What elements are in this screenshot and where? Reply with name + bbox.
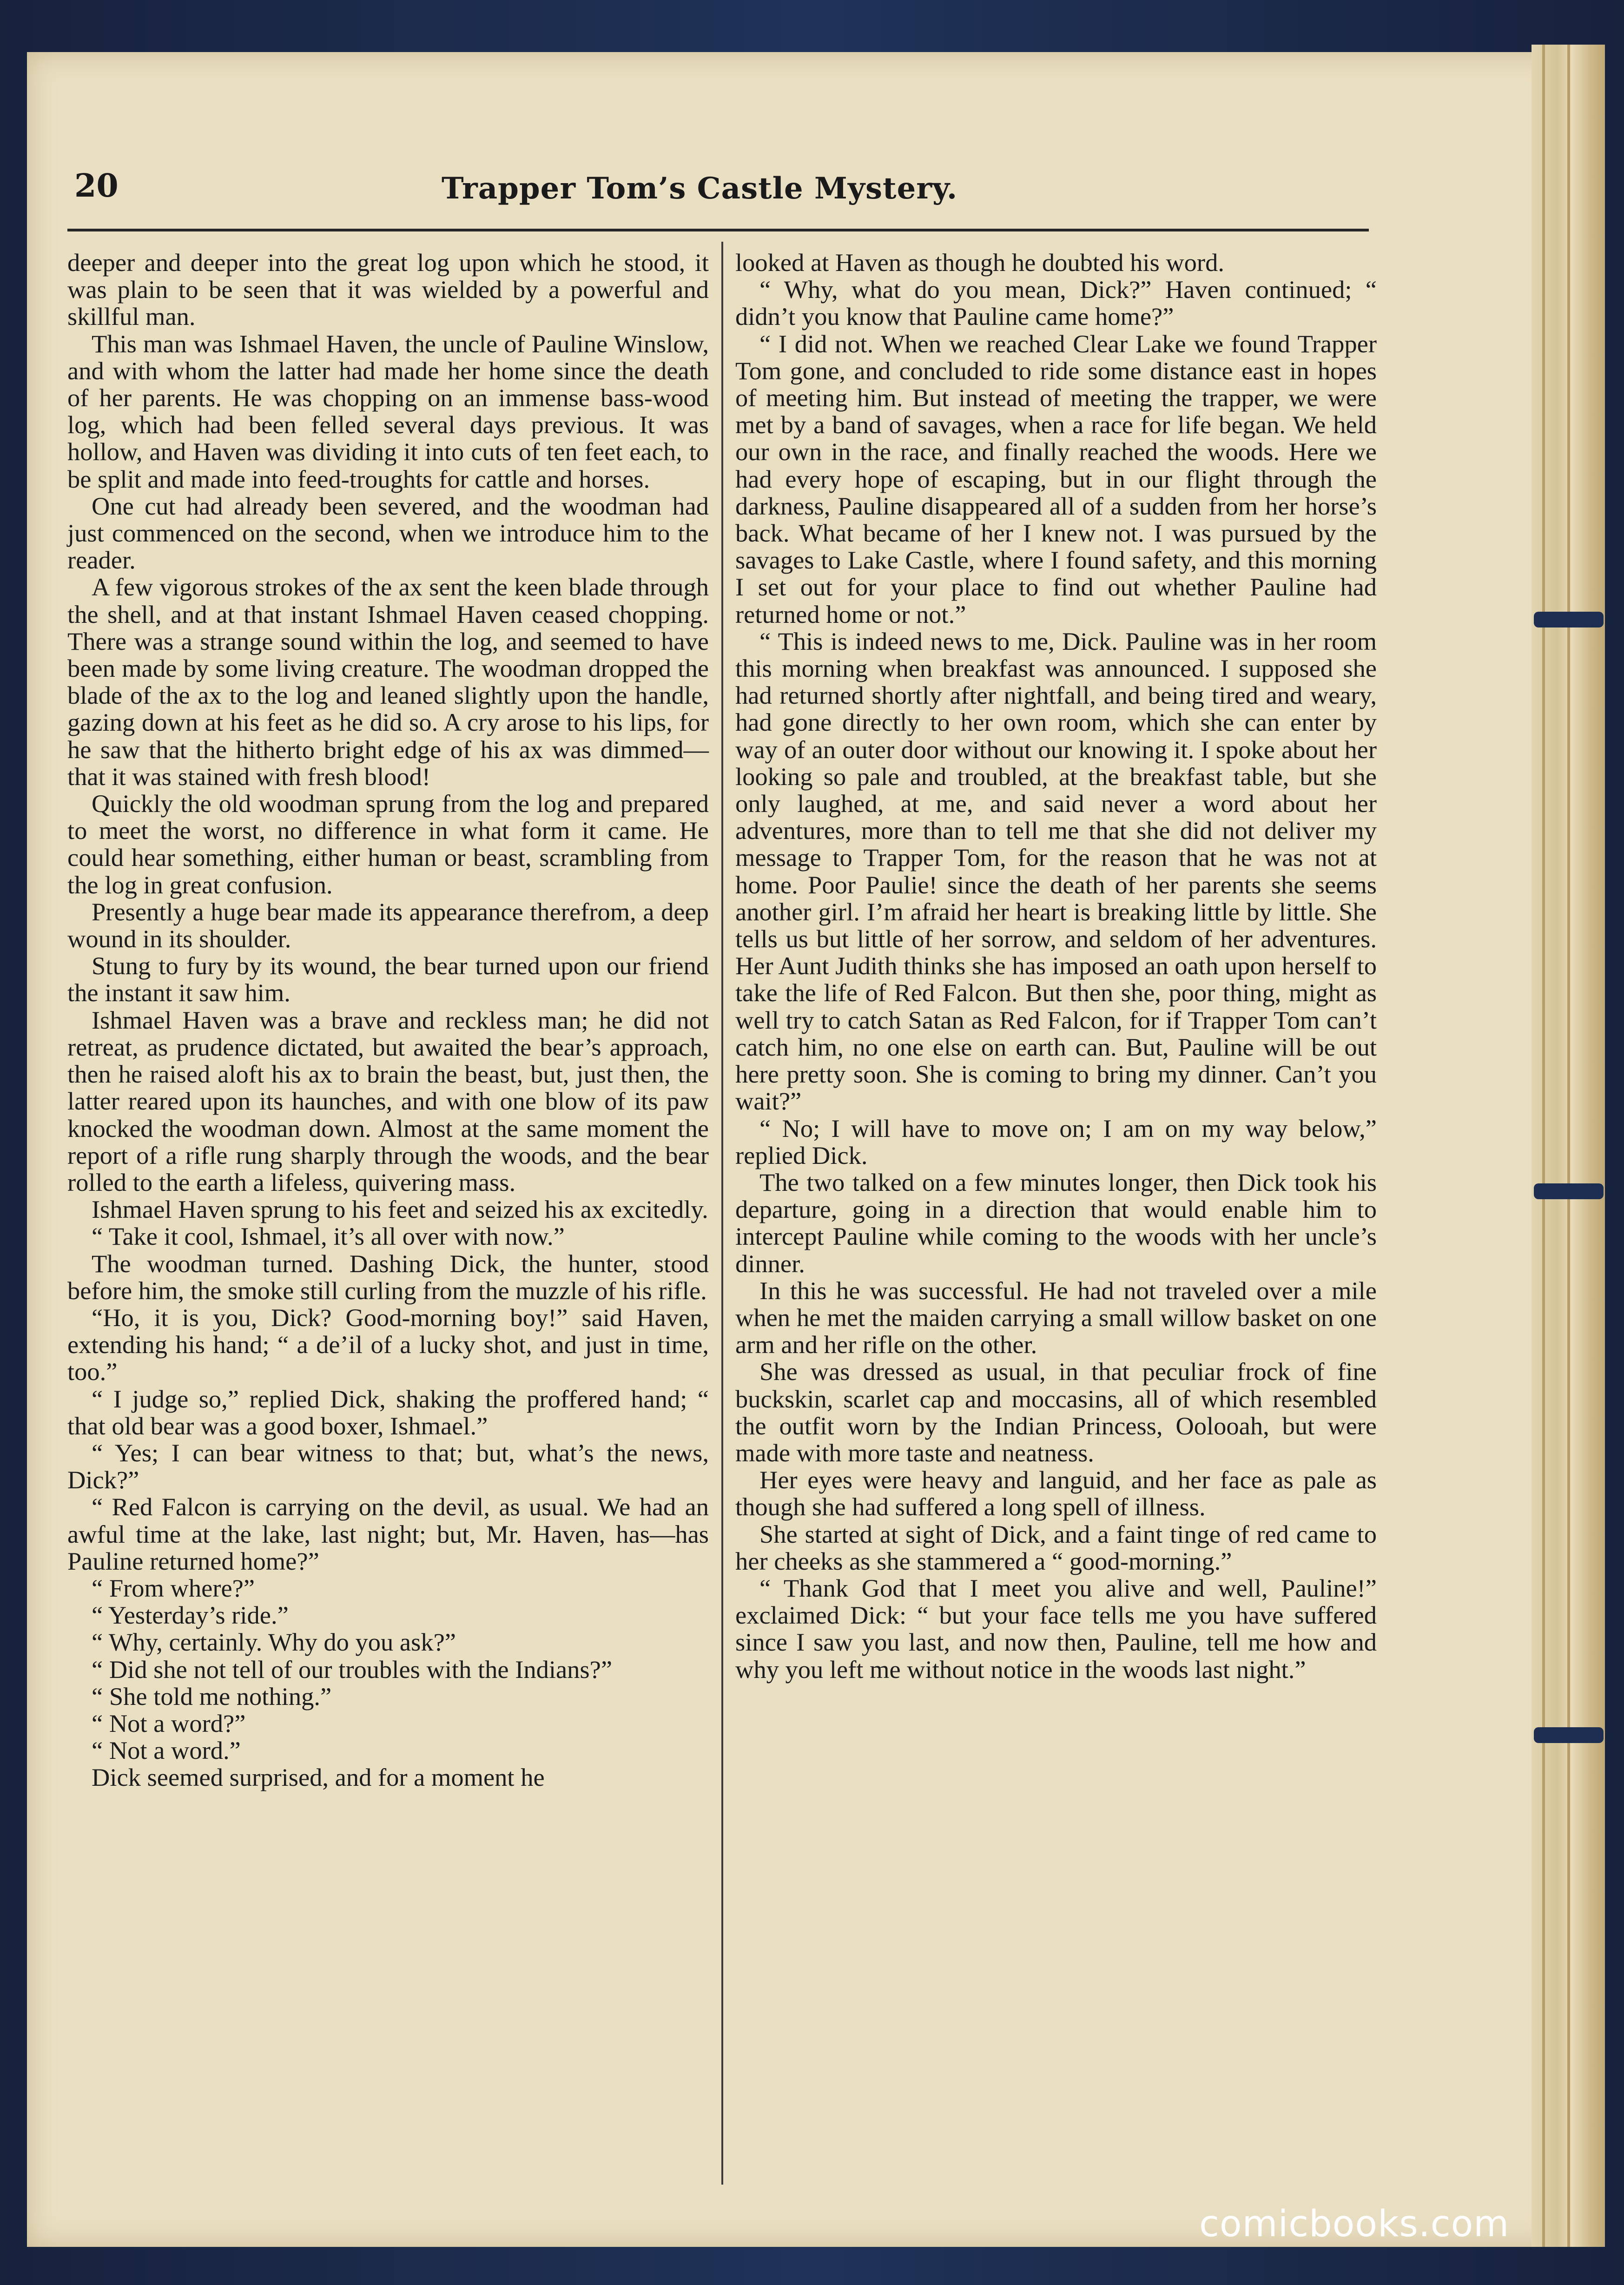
paragraph: “ Why, what do you mean, Dick?” Haven continued; “ didn’t you know that Pauline came home?” — [735, 275, 1377, 331]
paragraph: In this he was successful. He had not traveled over a mile when he met the maiden carrying a small willow basket on one arm and her rifle on the other. — [735, 1276, 1377, 1359]
paragraph: “ Take it cool, Ishmael, it’s all over with now.” — [92, 1222, 565, 1251]
paragraph: Ishmael Haven sprung to his feet and seized his ax excitedly. — [92, 1195, 708, 1224]
paragraph: “Ho, it is you, Dick? Good-morning boy!” said Haven, extending his hand; “ a de’il of a lucky shot, and just in time, too.” — [67, 1303, 709, 1386]
paragraph: One cut had already been severed, and the woodman had just commenced on the second, when we introduce him to the reader. — [67, 491, 709, 575]
paragraph: She started at sight of Dick, and a faint tinge of red came to her cheeks as she stammered a “ good-morning.” — [735, 1519, 1377, 1575]
spine-fold-line — [1567, 45, 1570, 2247]
paragraph: “ From where?” — [92, 1573, 255, 1602]
paragraph: The woodman turned. Dashing Dick, the hunter, stood before him, the smoke still curling from the muzzle of his rifle. — [67, 1249, 709, 1305]
paragraph: “ Not a word?” — [92, 1709, 246, 1737]
paragraph: She was dressed as usual, in that peculiar frock of fine buckskin, scarlet cap and moccasins, all of which resembled the outfit worn by the Indian Princess, Oolooah, but were made with more taste and neatness. — [735, 1357, 1377, 1467]
binding-stitch — [1534, 1727, 1604, 1743]
running-title: Trapper Tom’s Castle Mystery. — [442, 171, 958, 206]
paragraph: looked at Haven as though he doubted his word. — [735, 248, 1224, 277]
page-number: 20 — [74, 167, 119, 205]
column-divider — [721, 242, 723, 2185]
binding-stitch — [1534, 612, 1604, 627]
paragraph: deeper and deeper into the great log upon which he stood, it was plain to be seen that it was wielded by a powerful and skillful man. — [67, 248, 709, 331]
right-column — [735, 249, 1377, 1683]
paragraph: “ Why, certainly. Why do you ask?” — [92, 1628, 456, 1657]
paragraph: “ Not a word.” — [92, 1736, 241, 1765]
paragraph: “ Thank God that I meet you alive and well, Pauline!” exclaimed Dick: “ but your face tells me you have suffered since I saw you last, and now then, Pauline, tell me how and why you left me without notice in the woods last night.” — [735, 1573, 1377, 1684]
paragraph: Presently a huge bear made its appearance therefrom, a deep wound in its shoulder. — [67, 897, 709, 953]
paragraph: Ishmael Haven was a brave and reckless man; he did not retreat, as prudence dictated, but awaited the bear’s approach, then he raised aloft his ax to brain the beast, but, just then, the latter reared upon its haunches, and with one blow of its paw knocked the woodman down. Almost at the same moment the report of a rifle rung sharply through the woods, and the bear rolled to the earth a lifeless, quivering mass. — [67, 1005, 709, 1196]
paragraph: “ She told me nothing.” — [92, 1682, 332, 1710]
paragraph: The two talked on a few minutes longer, then Dick took his departure, going in a direction that would enable him to intercept Pauline while coming to the woods with her uncle’s dinner. — [735, 1168, 1377, 1278]
paragraph: Quickly the old woodman sprung from the log and prepared to meet the worst, no difference in what form it came. He could hear something, either human or beast, scrambling from the log in great confusion. — [67, 789, 709, 899]
binding-stitch — [1534, 1183, 1604, 1199]
paragraph: Her eyes were heavy and languid, and her face as pale as though she had suffered a long spell of illness. — [735, 1466, 1377, 1521]
paragraph: Dick seemed surprised, and for a moment he — [92, 1763, 545, 1792]
paragraph: “ No; I will have to move on; I am on my way below,” replied Dick. — [735, 1114, 1377, 1169]
paragraph: “ Yesterday’s ride.” — [92, 1601, 289, 1630]
paragraph: “ Red Falcon is carrying on the devil, as usual. We had an awful time at the lake, last night; but, Mr. Haven, has—has Pauline returned home?” — [67, 1493, 709, 1575]
paragraph: “ This is indeed news to me, Dick. Pauline was in her room this morning when breakfast was announced. I supposed she had returned shortly after nightfall, and being tired and weary, had gone directly to her own room, which she can enter by way of an outer door without our knowing it. I spoke about her looking so pale and troubled, at the breakfast table, but she only laughed, at me, and said never a word about her adventures, more than to tell me that she did not deliver my message to Trapper Tom, for the reason that he was not at home. Poor Paulie! since the death of her parents she seems another girl. I’m afraid her heart is breaking little by little. She tells us but little of her sorrow, and seldom of her adventures. Her Aunt Judith thinks she has imposed an oath upon herself to take the life of Red Falcon. But then she, poor thing, might as well try to catch Satan as Red Falcon, for if Trapper Tom can’t catch him, no one else on earth can. But, Pauline will be out here pretty soon. She is coming to bring my dinner. Can’t you wait?” — [735, 627, 1377, 1116]
paragraph: “ I judge so,” replied Dick, shaking the proffered hand; “ that old bear was a good boxer, Ishmael.” — [67, 1384, 709, 1440]
header-rule — [67, 229, 1369, 231]
paragraph: Stung to fury by its wound, the bear turned upon our friend the instant it saw him. — [67, 951, 709, 1007]
paragraph: A few vigorous strokes of the ax sent the keen blade through the shell, and at that instant Ishmael Haven ceased chopping. There was a strange sound within the log, and seemed to have been made by some living creature. The woodman dropped the blade of the ax to the log and leaned slightly upon the handle, gazing down at his feet as he did so. A cry arose to his lips, for he saw that the hitherto bright edge of his ax was dimmed—that it was stained with fresh blood! — [67, 573, 709, 791]
paragraph: “ Yes; I can bear witness to that; but, what’s the news, Dick?” — [67, 1438, 709, 1494]
watermark: comicbooks.com — [1199, 2203, 1510, 2245]
paragraph: This man was Ishmael Haven, the uncle of Pauline Winslow, and with whom the latter had made her home since the death of her parents. He was chopping on an immense bass-wood log, which had been felled several days previous. It was hollow, and Haven was dividing it into cuts of ten feet each, to be split and made into feed-troughts for cattle and horses. — [67, 329, 709, 493]
left-column — [67, 249, 709, 1791]
paragraph: “ Did she not tell of our troubles with the Indians?” — [92, 1655, 613, 1684]
spine-fold-line — [1542, 45, 1545, 2247]
page-header — [70, 167, 1371, 218]
paragraph: “ I did not. When we reached Clear Lake we found Trapper Tom gone, and concluded to ride some distance east in hopes of meeting him. But instead of meeting the trapper, we were met by a band of savages, when a race for life began. We held our own in the race, and finally reached the woods. Here we had every hope of escaping, but in our flight through the darkness, Pauline disappeared all of a sudden from her horse’s back. What became of her I knew not. I was pursued by the savages to Lake Castle, where I found safety, and this morning I set out for your place to find out whether Pauline had returned home or not.” — [735, 329, 1377, 628]
